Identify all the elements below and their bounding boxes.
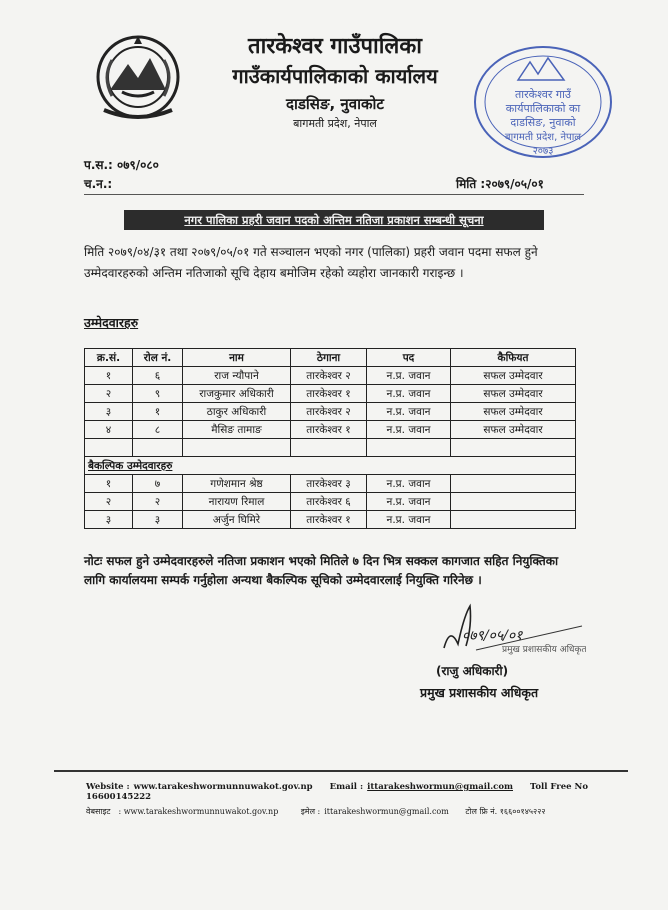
email-label-np: इमेल : [300,807,321,816]
alternate-heading-row [85,457,576,475]
table-header-row [85,349,576,367]
table-row [85,385,576,403]
cell-name: मैसिङ तामाङ [183,421,291,439]
results-table [84,348,576,529]
cell-address: तारकेश्वर ६ [291,493,367,511]
cell-address: तारकेश्वर ३ [291,475,367,493]
cell-serial: १ [85,475,133,493]
footer-english [86,782,668,802]
cell-address: तारकेश्वर १ [291,511,367,529]
cell-name: राजकुमार अधिकारी [183,385,291,403]
cell-remarks [451,475,576,493]
office-address: दाडसिङ, नुवाकोट [286,95,384,113]
cell-serial: ३ [85,403,133,421]
alternate-candidates-heading: बैकल्पिक उम्मेदवारहरु [85,457,576,475]
cell-post: न.प्र. जवान [367,511,451,529]
cell-roll: १ [133,403,183,421]
email-link-np[interactable]: ittarakeshwormun@gmail.com [324,807,449,816]
office-stamp-icon [468,40,618,164]
office-name: तारकेश्वर गाउँपालिका [248,34,422,59]
col-header-post: पद [367,349,451,367]
signatory-title: प्रमुख प्रशासकीय अधिकृत [420,685,539,700]
cell-address: तारकेश्वर २ [291,403,367,421]
table-row [85,367,576,385]
cell-roll: २ [133,493,183,511]
office-subtitle: गाउँकार्यपालिकाको कार्यालय [232,64,438,88]
cell-roll: ३ [133,511,183,529]
website-label-np: वेबसाइट [86,807,111,816]
cell-post: न.प्र. जवान [367,475,451,493]
signatory-name: (राजु अधिकारी) [436,664,509,678]
toll-free-number-np: टोल फ्रि नं. १६६००१४५२२२ [465,807,546,816]
office-province: बागमती प्रदेश, नेपाल [293,117,377,130]
notice-note: नोटः सफल हुने उम्मेदवारहरुले नतिजा प्रकाशन भएको मितिले ७ दिन भित्र सक्कल कागजात सहित नियुक्तिका लागि कार्यालयमा सम्पर्क गर्नुहोला अन्यथा बैकल्पिक सूचिको उम्मेदवारलाई नियुक्ति गरिनेछ । [84,554,559,587]
signature-stamp-title: प्रमुख प्रशासकीय अधिकृत [502,645,586,655]
cell-serial: ४ [85,421,133,439]
notice-subject: नगर पालिका प्रहरी जवान पदको अन्तिम नतिजा प्रकाशन सम्बन्धी सूचना [124,210,544,230]
col-header-roll: रोल नं. [133,349,183,367]
cell-serial: २ [85,385,133,403]
table-row [85,475,576,493]
cell-post: न.प्र. जवान [367,367,451,385]
cell-remarks: सफल उम्मेदवार [451,385,576,403]
cell-remarks [451,493,576,511]
col-header-remarks: कैफियत [451,349,576,367]
website-link[interactable]: www.tarakeshwormunnuwakot.gov.np [133,782,313,792]
cell-post: न.प्र. जवान [367,493,451,511]
cell-remarks: सफल उम्मेदवार [451,421,576,439]
cell-roll: ८ [133,421,183,439]
cell-roll: ९ [133,385,183,403]
table-row [85,403,576,421]
cell-remarks [451,511,576,529]
notice-date: मिति :२०७९/०५/०१ [456,177,544,191]
candidates-heading: उम्मेदवारहरु [84,315,139,330]
cell-post: न.प्र. जवान [367,421,451,439]
cell-post: न.प्र. जवान [367,403,451,421]
cell-remarks: सफल उम्मेदवार [451,367,576,385]
cell-roll: ६ [133,367,183,385]
footer-divider [54,770,628,772]
col-header-serial: क्र.सं. [85,349,133,367]
email-label: Email : [329,782,364,792]
header-divider [84,194,584,195]
table-row [85,511,576,529]
cell-name: अर्जुन घिमिरे [183,511,291,529]
cell-roll: ७ [133,475,183,493]
cell-post: न.प्र. जवान [367,385,451,403]
cell-name: ठाकुर अधिकारी [183,403,291,421]
stamp-line-2: कार्यपालिकाको का [505,102,581,115]
signature-date: ०७९/०५/०१ [462,628,523,644]
stamp-line-1: तारकेश्वर गाउँ [515,88,571,101]
table-row [85,493,576,511]
table-row [85,421,576,439]
website-label: Website : [86,782,130,792]
stamp-line-3: दाडसिङ, नुवाको [510,116,576,129]
table-row-empty [85,439,576,457]
reference-number: प.स.: ०७९/०८० [84,158,159,172]
email-link[interactable]: ittarakeshwormun@gmail.com [367,782,513,792]
footer-nepali [86,806,560,817]
dispatch-number: च.न.: [84,177,113,191]
website-link-np[interactable]: : www.tarakeshwormunnuwakot.gov.np [118,807,279,816]
cell-name: राज न्यौपाने [183,367,291,385]
cell-address: तारकेश्वर १ [291,385,367,403]
cell-remarks: सफल उम्मेदवार [451,403,576,421]
cell-serial: १ [85,367,133,385]
col-header-name: नाम [183,349,291,367]
stamp-year: २०७३ [532,146,554,157]
signature-icon [436,596,586,656]
stamp-line-4: बागमती प्रदेश, नेपाल [504,132,582,143]
cell-name: गणेशमान श्रेष्ठ [183,475,291,493]
toll-free-number: Toll Free No 16600145222 [86,782,588,802]
cell-address: तारकेश्वर १ [291,421,367,439]
cell-serial: ३ [85,511,133,529]
cell-address: तारकेश्वर २ [291,367,367,385]
cell-serial: २ [85,493,133,511]
cell-name: नारायण रिमाल [183,493,291,511]
notice-body: मिति २०७९/०४/३१ तथा २०७९/०५/०१ गते सञ्चालन भएको नगर (पालिका) प्रहरी जवान पदमा सफल हुने उम्मेदवारहरुको अन्तिम नतिजाको सूचि देहाय बमोजिम रहेको व्यहोरा जानकारी गराइन्छ । [84,245,538,280]
col-header-address: ठेगाना [291,349,367,367]
